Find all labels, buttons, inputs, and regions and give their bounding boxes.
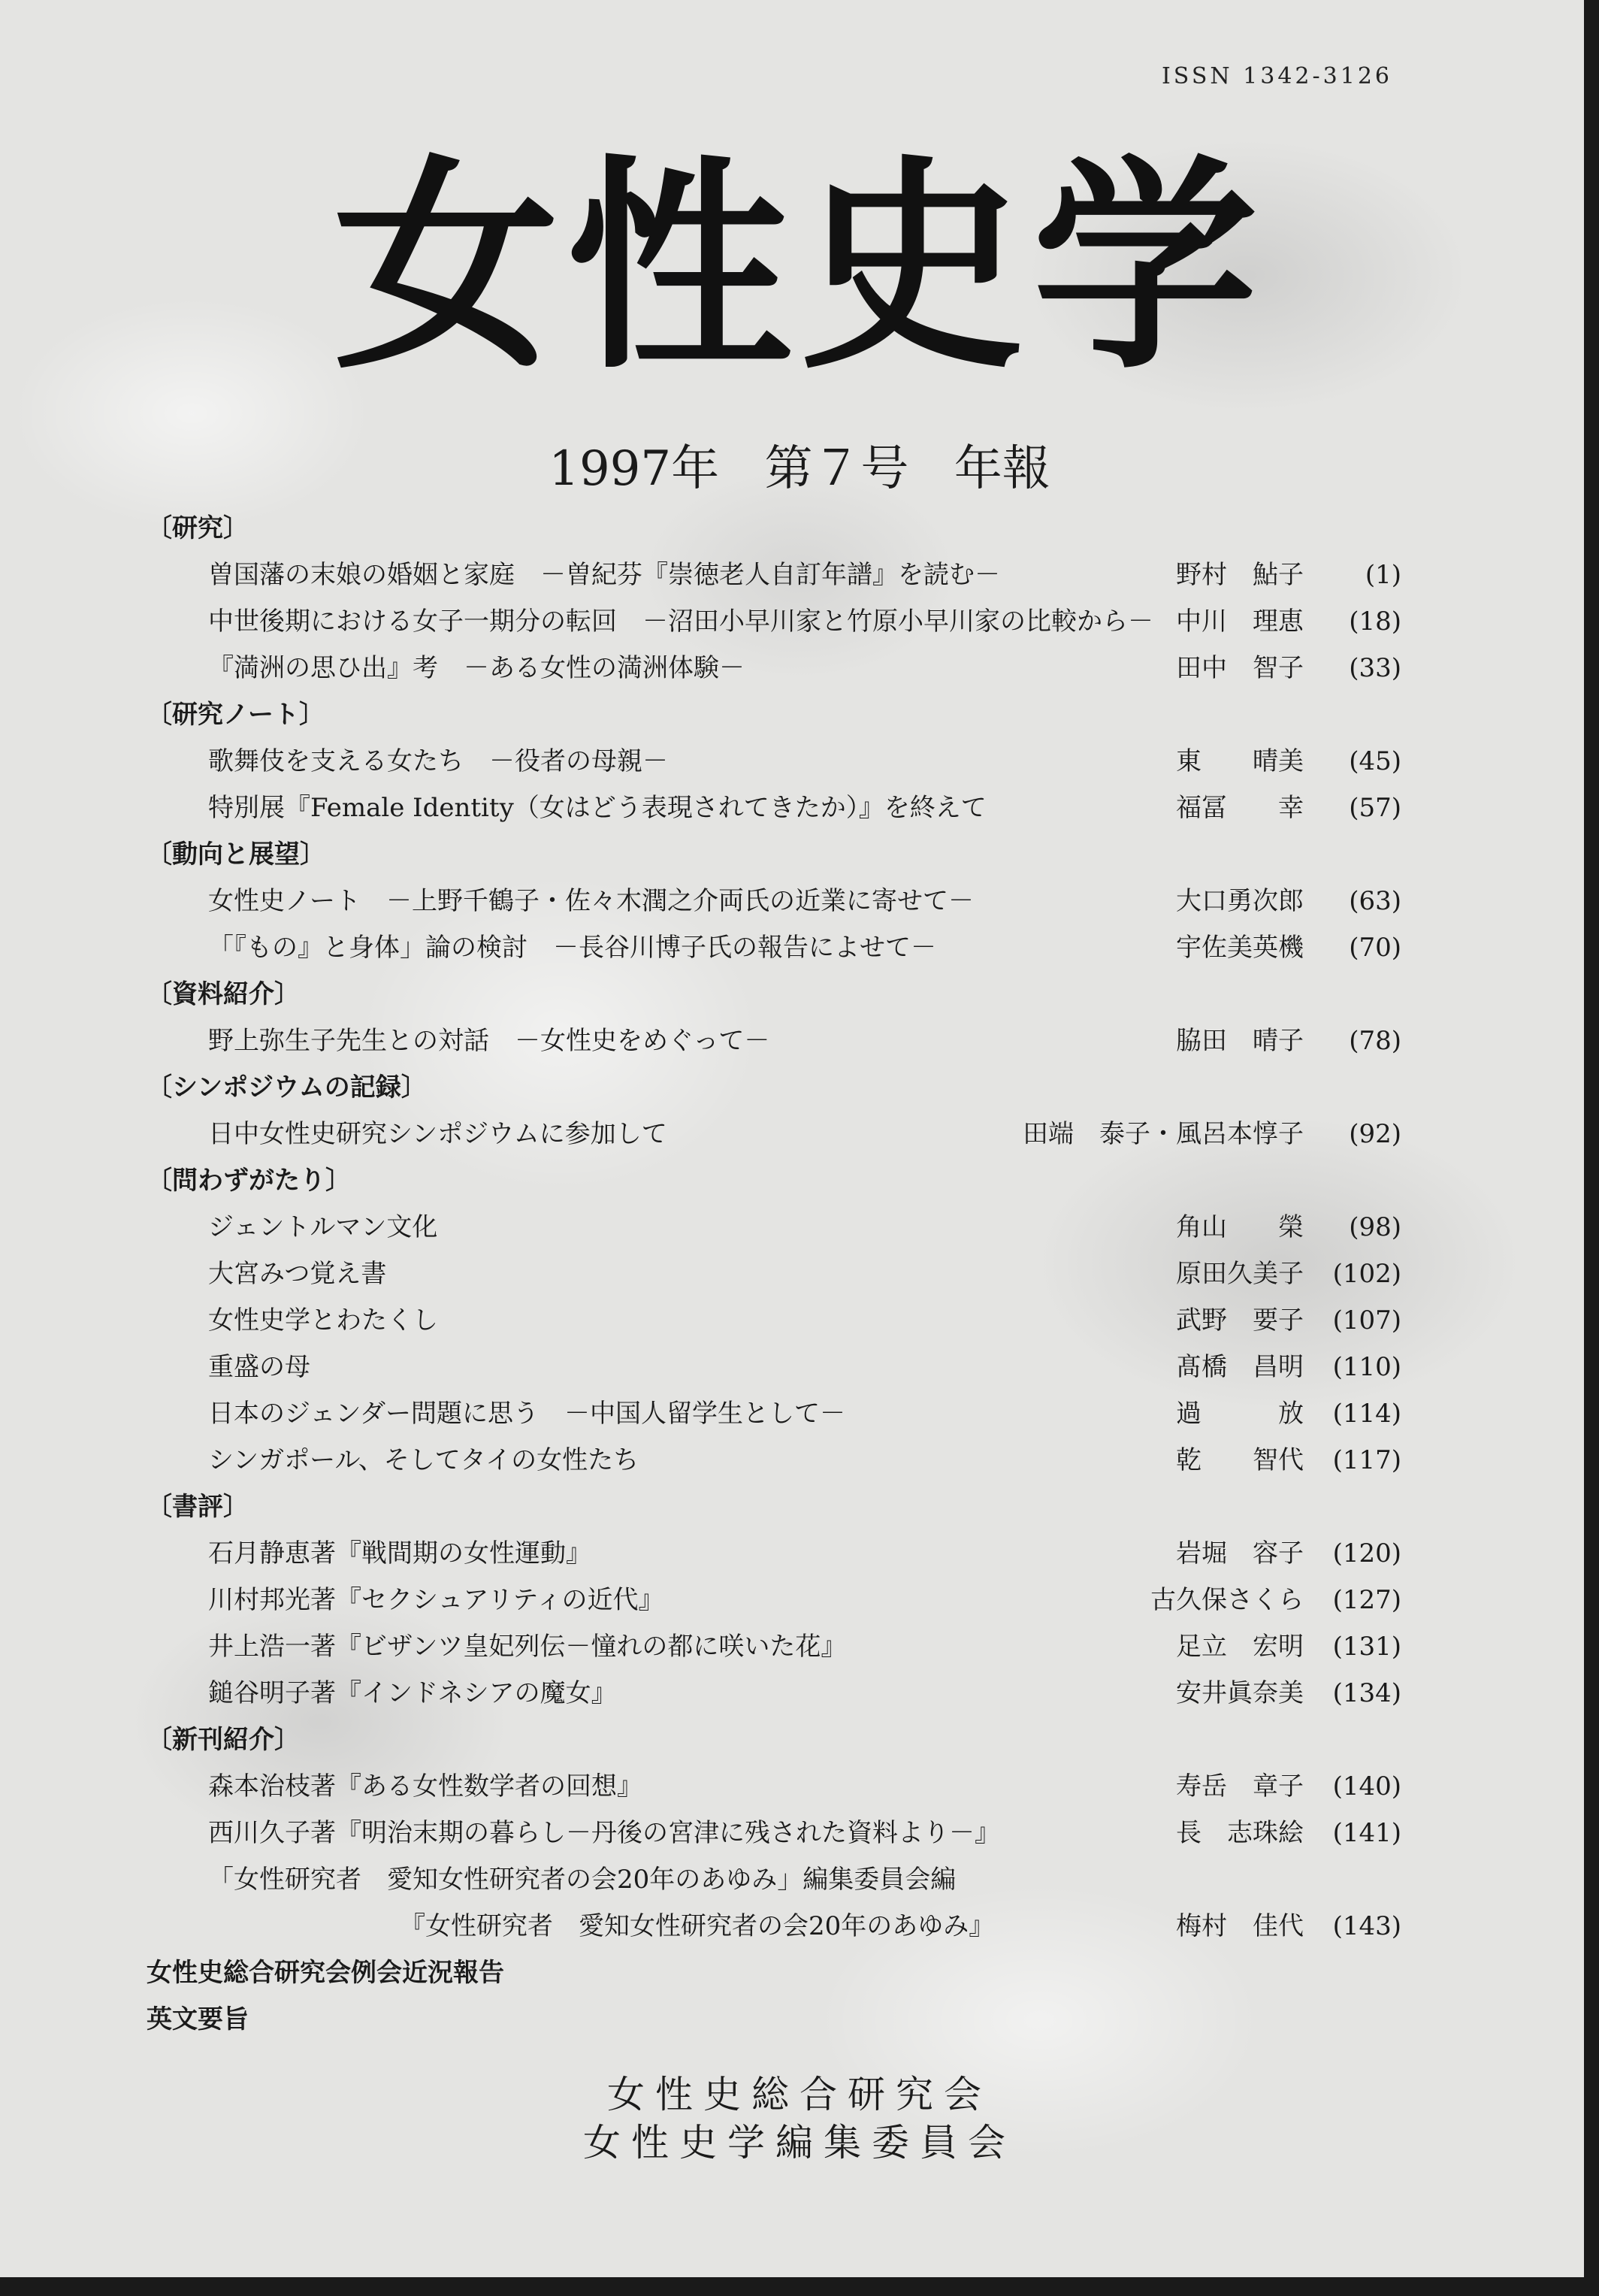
toc-entry-page: (18) bbox=[1349, 607, 1401, 637]
toc-entry-author: 過 放 bbox=[1176, 1399, 1304, 1429]
toc-entry-author: 脇田 晴子 bbox=[1176, 1026, 1304, 1056]
toc-entry bbox=[147, 1251, 1401, 1297]
issue-year: 1997年 bbox=[549, 441, 720, 497]
toc-section-heading: 〔研究〕 bbox=[147, 513, 249, 543]
toc-entry-title: 曽国藩の末娘の婚姻と家庭 －曽紀芬『崇徳老人自訂年譜』を読む－ bbox=[208, 560, 1000, 590]
toc-entry bbox=[147, 645, 1401, 691]
toc-entry bbox=[147, 1763, 1401, 1810]
toc-entry-author: 東 晴美 bbox=[1176, 746, 1304, 776]
toc-section-heading: 〔動向と展望〕 bbox=[147, 839, 325, 870]
toc-entry-author: 宇佐美英機 bbox=[1176, 933, 1304, 963]
toc-entry-author: 中川 理恵 bbox=[1176, 607, 1304, 637]
toc-entry-title: 川村邦光著『セクシュアリティの近代』 bbox=[208, 1585, 664, 1615]
toc-entry-title: 井上浩一著『ビザンツ皇妃列伝－憧れの都に咲いた花』 bbox=[208, 1632, 847, 1662]
toc-entry-title: 鎚谷明子著『インドネシアの魔女』 bbox=[208, 1678, 617, 1708]
toc-entry-title: 歌舞伎を支える女たち －役者の母親－ bbox=[208, 746, 668, 776]
toc-entry-page: (33) bbox=[1349, 653, 1401, 683]
issue-number: 第７号 bbox=[764, 441, 909, 497]
toc-section-heading: 〔問わずがたり〕 bbox=[147, 1166, 351, 1196]
toc-entry bbox=[147, 1390, 1401, 1437]
toc-entry bbox=[147, 1018, 1401, 1064]
toc-entry-title: 『女性研究者 愛知女性研究者の会20年のあゆみ』 bbox=[208, 1911, 995, 1941]
toc-entry-author: 寿岳 章子 bbox=[1176, 1771, 1304, 1801]
toc-entry bbox=[147, 878, 1401, 924]
toc-entry bbox=[147, 924, 1401, 971]
toc-entry-page: (57) bbox=[1349, 793, 1401, 823]
toc-entry bbox=[147, 1856, 1401, 1903]
toc-entry-title: 西川久子著『明治末期の暮らし－丹後の宮津に残された資料より－』 bbox=[208, 1818, 1000, 1848]
issue-line bbox=[0, 430, 1599, 499]
toc-entry-author: 長 志珠絵 bbox=[1176, 1818, 1304, 1848]
toc-entry-author: 福冨 幸 bbox=[1176, 793, 1304, 823]
issue-type: 年報 bbox=[954, 441, 1050, 497]
toc-entry-author: 大口勇次郎 bbox=[1176, 886, 1304, 916]
toc-entry bbox=[147, 1903, 1401, 1950]
toc-entry bbox=[147, 1530, 1401, 1577]
toc-entry-page: (134) bbox=[1332, 1678, 1401, 1708]
toc-entry-title: 特別展『Female Identity（女はどう表現されてきたか）』を終えて bbox=[208, 793, 987, 823]
table-of-contents bbox=[147, 505, 1401, 2043]
toc-entry bbox=[147, 1810, 1401, 1856]
toc-entry-author: 安井眞奈美 bbox=[1176, 1678, 1304, 1708]
scan-edge-right bbox=[1584, 0, 1599, 2296]
toc-footer-item: 英文要旨 bbox=[147, 2004, 249, 2034]
toc-entry-title: 女性史ノート －上野千鶴子・佐々木潤之介両氏の近業に寄せて－ bbox=[208, 886, 974, 916]
toc-entry-page: (92) bbox=[1349, 1119, 1401, 1149]
toc-entry-author: 乾 智代 bbox=[1176, 1445, 1304, 1475]
toc-entry bbox=[147, 1344, 1401, 1390]
toc-entry-page: (110) bbox=[1332, 1352, 1401, 1382]
toc-entry-title: 森本治枝著『ある女性数学者の回想』 bbox=[208, 1771, 642, 1801]
toc-entry-title: 「『もの』と身体」論の検討 －長谷川博子氏の報告によせて－ bbox=[208, 933, 936, 963]
publisher-2: 女性史学編集委員会 bbox=[583, 2121, 1016, 2164]
toc-entry-page: (141) bbox=[1332, 1818, 1401, 1848]
toc-entry-title: 大宮みつ覚え書 bbox=[208, 1259, 387, 1289]
toc-section-heading: 〔新刊紹介〕 bbox=[147, 1725, 300, 1755]
toc-entry-author: 角山 榮 bbox=[1176, 1212, 1304, 1242]
toc-entry-title: 日中女性史研究シンポジウムに参加して bbox=[208, 1119, 667, 1149]
toc-entry-page: (120) bbox=[1332, 1538, 1401, 1568]
toc-entry-title: 『満洲の思ひ出』考 －ある女性の満洲体験－ bbox=[208, 653, 745, 683]
toc-entry-page: (102) bbox=[1332, 1259, 1401, 1289]
toc-entry-page: (127) bbox=[1332, 1585, 1401, 1615]
toc-entry-page: (117) bbox=[1332, 1445, 1401, 1475]
toc-entry bbox=[147, 1577, 1401, 1623]
scan-edge-bottom bbox=[0, 2277, 1599, 2296]
toc-entry-page: (78) bbox=[1349, 1026, 1401, 1056]
toc-entry bbox=[147, 598, 1401, 645]
toc-entry-title: 「女性研究者 愛知女性研究者の会20年のあゆみ」編集委員会編 bbox=[208, 1865, 957, 1895]
toc-entry bbox=[147, 1670, 1401, 1717]
toc-entry-author: 梅村 佳代 bbox=[1176, 1911, 1304, 1941]
toc-entry-page: (131) bbox=[1332, 1632, 1401, 1662]
toc-entry-author: 原田久美子 bbox=[1176, 1259, 1304, 1289]
toc-entry-author: 田端 泰子・風呂本惇子 bbox=[1023, 1119, 1304, 1149]
journal-title: 女性史学 bbox=[334, 134, 1265, 399]
toc-section-heading: 〔資料紹介〕 bbox=[147, 979, 300, 1009]
toc-entry bbox=[147, 552, 1401, 598]
toc-entry-page: (98) bbox=[1349, 1212, 1401, 1242]
toc-entry-title: 野上弥生子先生との対話 －女性史をめぐって－ bbox=[208, 1026, 770, 1056]
toc-entry bbox=[147, 785, 1401, 831]
publisher-1: 女性史総合研究会 bbox=[607, 2073, 992, 2116]
toc-entry bbox=[147, 1111, 1401, 1157]
toc-entry-title: 中世後期における女子一期分の転回 －沼田小早川家と竹原小早川家の比較から－ bbox=[208, 607, 1153, 637]
toc-entry-title: 女性史学とわたくし bbox=[208, 1305, 438, 1336]
toc-entry bbox=[147, 1623, 1401, 1670]
toc-entry bbox=[147, 1437, 1401, 1484]
issn-label: ISSN 1342-3126 bbox=[1161, 63, 1392, 89]
toc-entry-page: (140) bbox=[1332, 1771, 1401, 1801]
toc-entry bbox=[147, 1204, 1401, 1251]
toc-entry-title: ジェントルマン文化 bbox=[208, 1212, 438, 1242]
toc-section-heading: 〔書評〕 bbox=[147, 1492, 249, 1522]
toc-entry-page: (107) bbox=[1332, 1305, 1401, 1336]
toc-entry-title: 石月静恵著『戦間期の女性運動』 bbox=[208, 1538, 591, 1568]
toc-section-heading: 〔シンポジウムの記録〕 bbox=[147, 1072, 427, 1103]
toc-entry-page: (1) bbox=[1365, 560, 1401, 590]
toc-entry bbox=[147, 1297, 1401, 1344]
toc-entry-page: (70) bbox=[1349, 933, 1401, 963]
toc-entry-title: シンガポール、そしてタイの女性たち bbox=[208, 1445, 639, 1475]
toc-entry bbox=[147, 738, 1401, 785]
toc-footer-item: 女性史総合研究会例会近況報告 bbox=[147, 1958, 504, 1988]
toc-entry-author: 髙橋 昌明 bbox=[1176, 1352, 1304, 1382]
toc-entry-title: 重盛の母 bbox=[208, 1352, 310, 1382]
toc-entry-author: 野村 鮎子 bbox=[1176, 560, 1304, 590]
publisher-block bbox=[0, 2071, 1599, 2167]
toc-entry-page: (63) bbox=[1349, 886, 1401, 916]
toc-entry-author: 古久保さくら bbox=[1150, 1585, 1304, 1615]
toc-entry-page: (143) bbox=[1332, 1911, 1401, 1941]
toc-entry-page: (45) bbox=[1349, 746, 1401, 776]
toc-entry-author: 足立 宏明 bbox=[1176, 1632, 1304, 1662]
toc-entry-page: (114) bbox=[1332, 1399, 1401, 1429]
toc-entry-author: 田中 智子 bbox=[1176, 653, 1304, 683]
toc-entry-title: 日本のジェンダー問題に思う －中国人留学生として－ bbox=[208, 1399, 845, 1429]
toc-section-heading: 〔研究ノート〕 bbox=[147, 700, 325, 730]
toc-entry-author: 岩堀 容子 bbox=[1176, 1538, 1304, 1568]
toc-entry-author: 武野 要子 bbox=[1176, 1305, 1304, 1336]
